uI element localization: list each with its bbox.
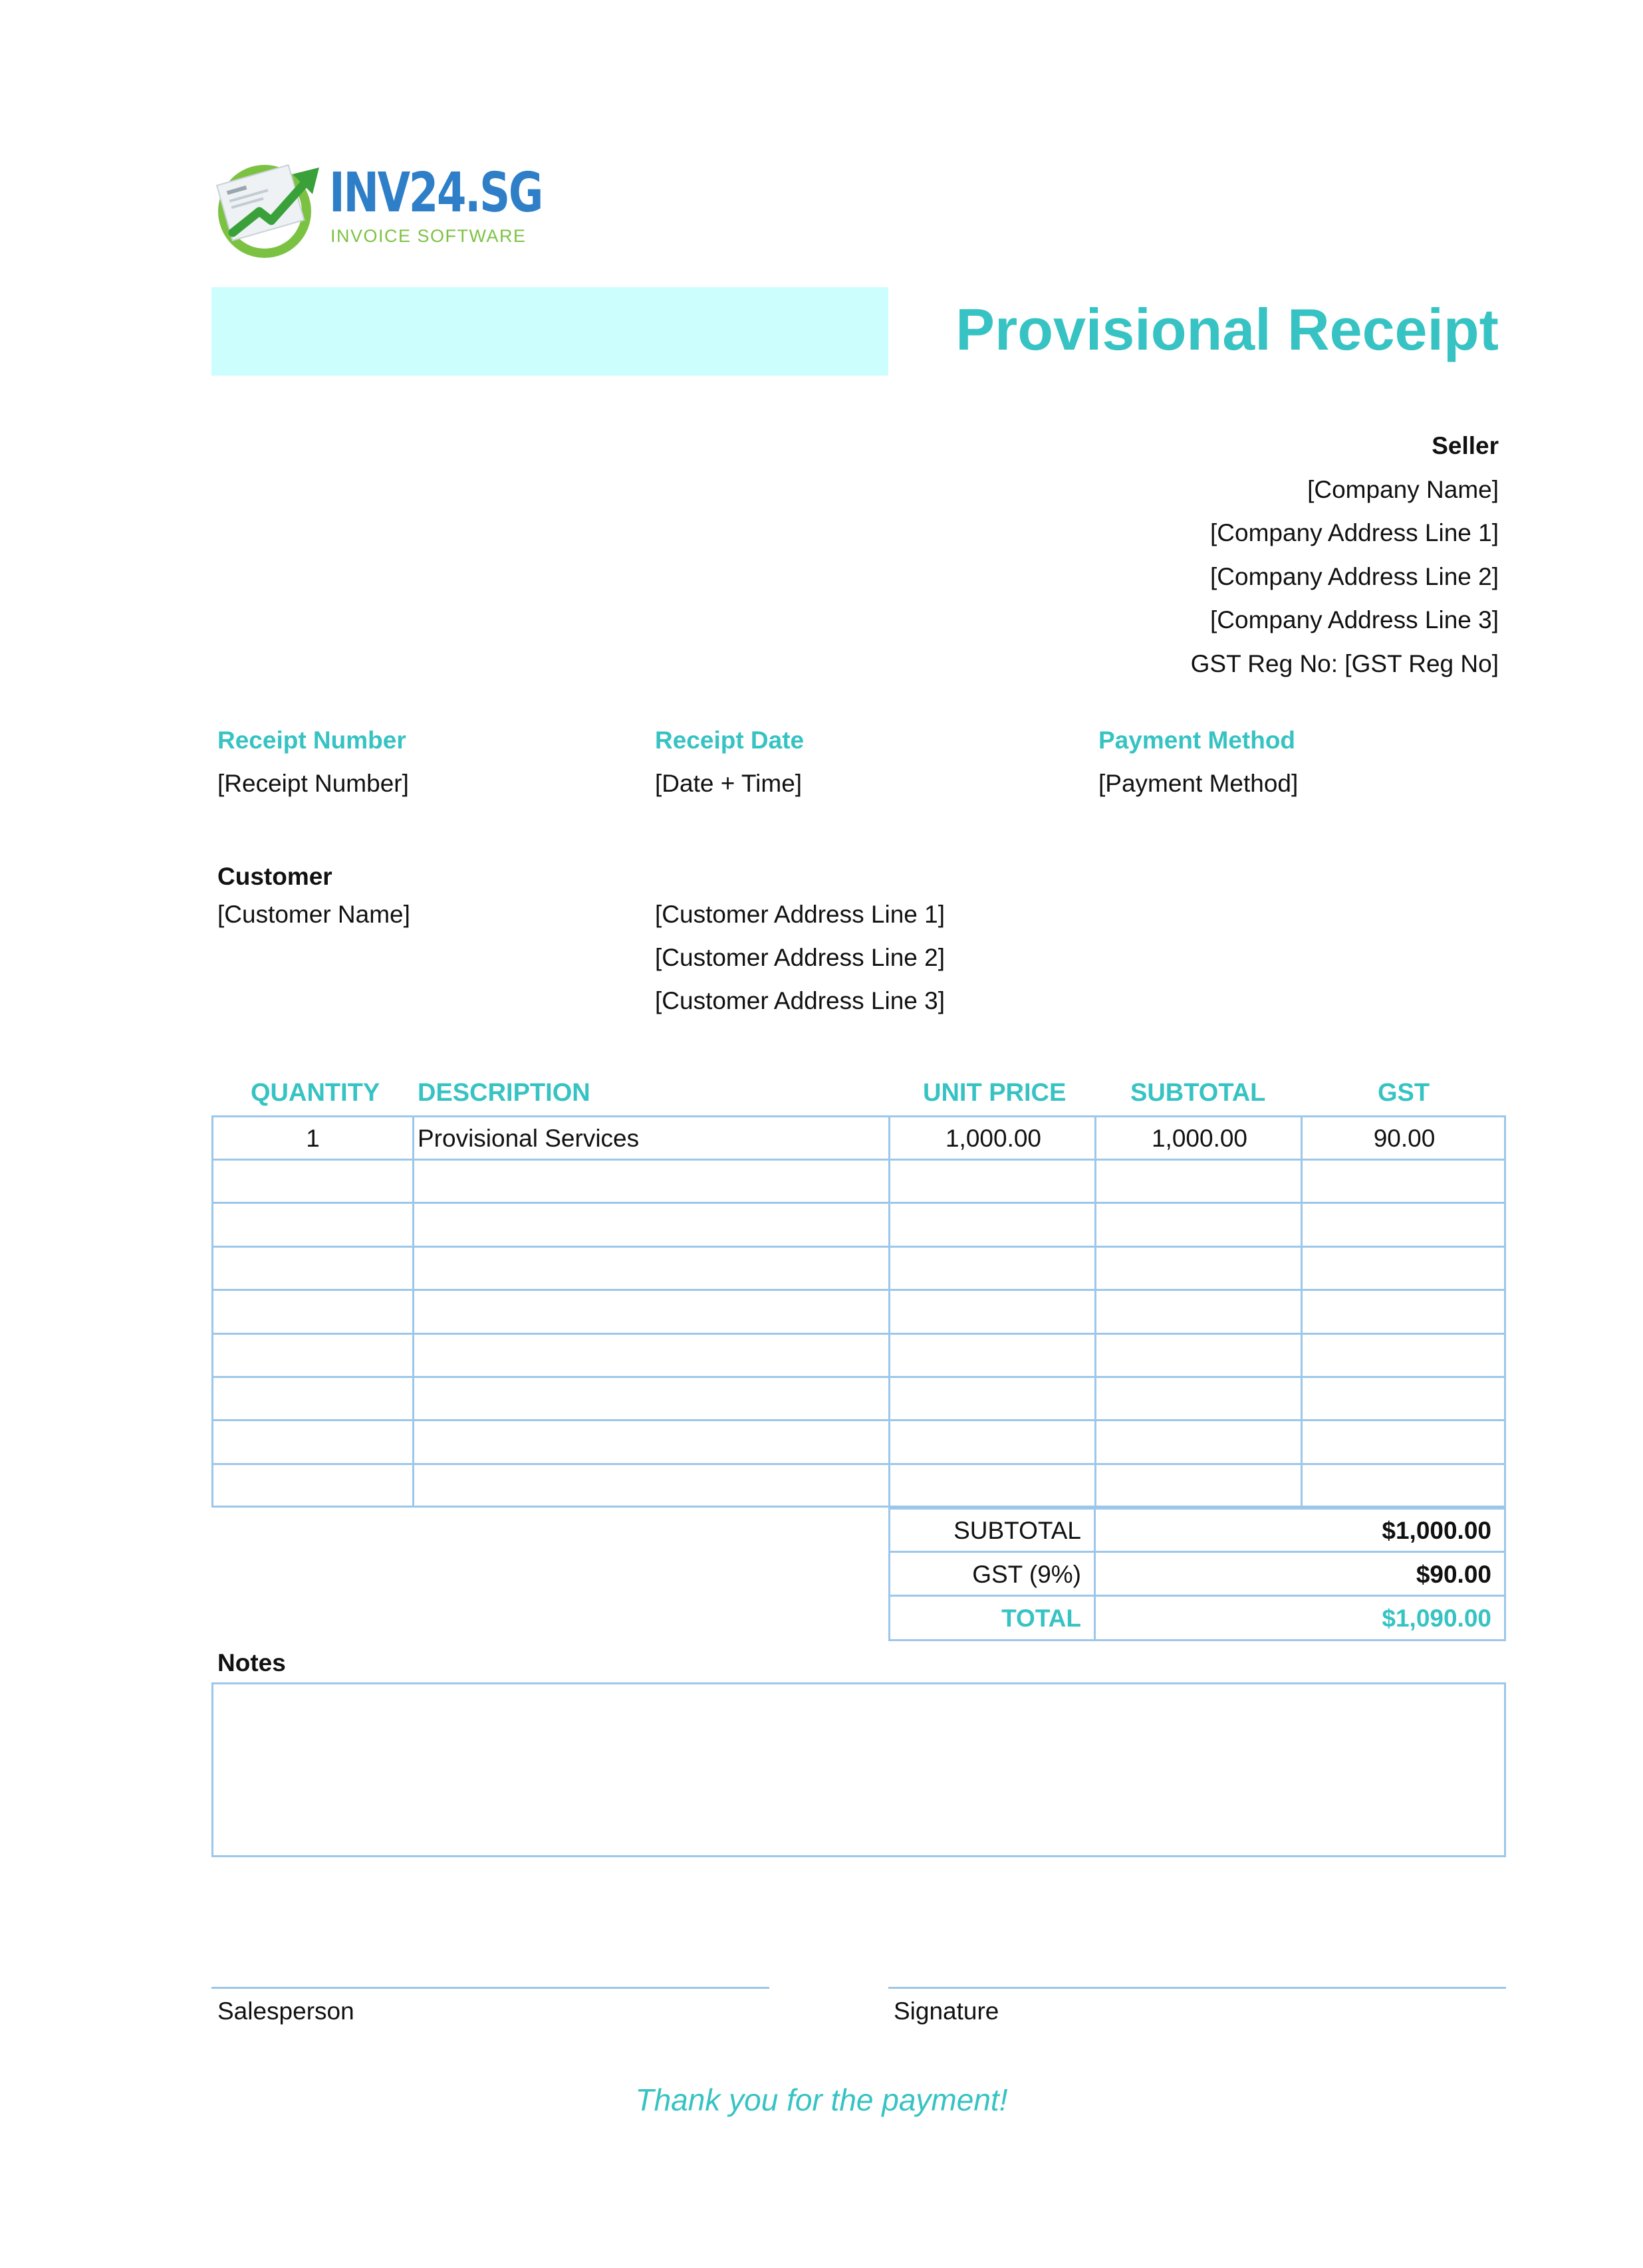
customer-heading: Customer	[217, 863, 332, 890]
seller-block	[1191, 424, 1499, 685]
company-logo	[213, 154, 545, 261]
document-title: Provisional Receipt	[955, 296, 1499, 362]
seller-address-line-1: [Company Address Line 1]	[1210, 519, 1499, 546]
logo-brand-text: INV24.SG	[329, 162, 542, 225]
row-quantity: 1	[306, 1125, 320, 1152]
seller-company-name: [Company Name]	[1307, 475, 1499, 503]
customer-name: [Customer Name]	[217, 901, 410, 928]
payment-method-label: Payment Method	[1098, 727, 1296, 754]
column-header-subtotal: SUBTOTAL	[1130, 1079, 1266, 1107]
subtotal-label: SUBTOTAL	[953, 1517, 1081, 1544]
items-table	[211, 1115, 1506, 1508]
signature-label: Signature	[894, 1997, 999, 2025]
notes-box	[211, 1682, 1506, 1857]
column-header-quantity: QUANTITY	[251, 1079, 380, 1107]
header-color-band	[211, 287, 888, 376]
seller-address-line-3: [Company Address Line 3]	[1210, 606, 1499, 633]
payment-method-value: [Payment Method]	[1098, 770, 1299, 797]
seller-address-line-2: [Company Address Line 2]	[1210, 562, 1499, 590]
receipt-date-label: Receipt Date	[655, 727, 805, 754]
logo-tagline: INVOICE SOFTWARE	[330, 226, 527, 246]
receipt-date-value: [Date + Time]	[655, 770, 803, 797]
seller-gst-reg: GST Reg No: [GST Reg No]	[1190, 649, 1499, 677]
thank-you-message: Thank you for the payment!	[635, 2083, 1008, 2117]
signature-line	[888, 1987, 1506, 1989]
notes-label: Notes	[217, 1649, 286, 1676]
salesperson-line	[211, 1987, 769, 1989]
seller-heading: Seller	[1432, 432, 1499, 459]
customer-address-line-3: [Customer Address Line 3]	[655, 987, 945, 1014]
customer-address-line-2: [Customer Address Line 2]	[655, 944, 945, 971]
column-header-description: DESCRIPTION	[418, 1079, 590, 1107]
totals-table	[888, 1508, 1506, 1641]
salesperson-label: Salesperson	[217, 1997, 354, 2025]
total-value: $1,090.00	[1382, 1605, 1491, 1632]
receipt-number-label: Receipt Number	[217, 727, 406, 754]
chart-arrow-icon	[213, 154, 322, 261]
gst-label: GST (9%)	[972, 1561, 1081, 1588]
column-header-gst: GST	[1378, 1079, 1430, 1107]
row-description: Provisional Services	[418, 1125, 640, 1152]
row-gst: 90.00	[1373, 1125, 1436, 1152]
customer-address-line-1: [Customer Address Line 1]	[655, 901, 945, 928]
row-unit-price: 1,000.00	[945, 1125, 1042, 1152]
receipt-number-value: [Receipt Number]	[217, 770, 409, 797]
subtotal-value: $1,000.00	[1382, 1517, 1491, 1544]
column-header-unit-price: UNIT PRICE	[923, 1079, 1067, 1107]
row-subtotal: 1,000.00	[1151, 1125, 1248, 1152]
total-label: TOTAL	[1001, 1605, 1081, 1632]
gst-value: $90.00	[1416, 1561, 1491, 1588]
